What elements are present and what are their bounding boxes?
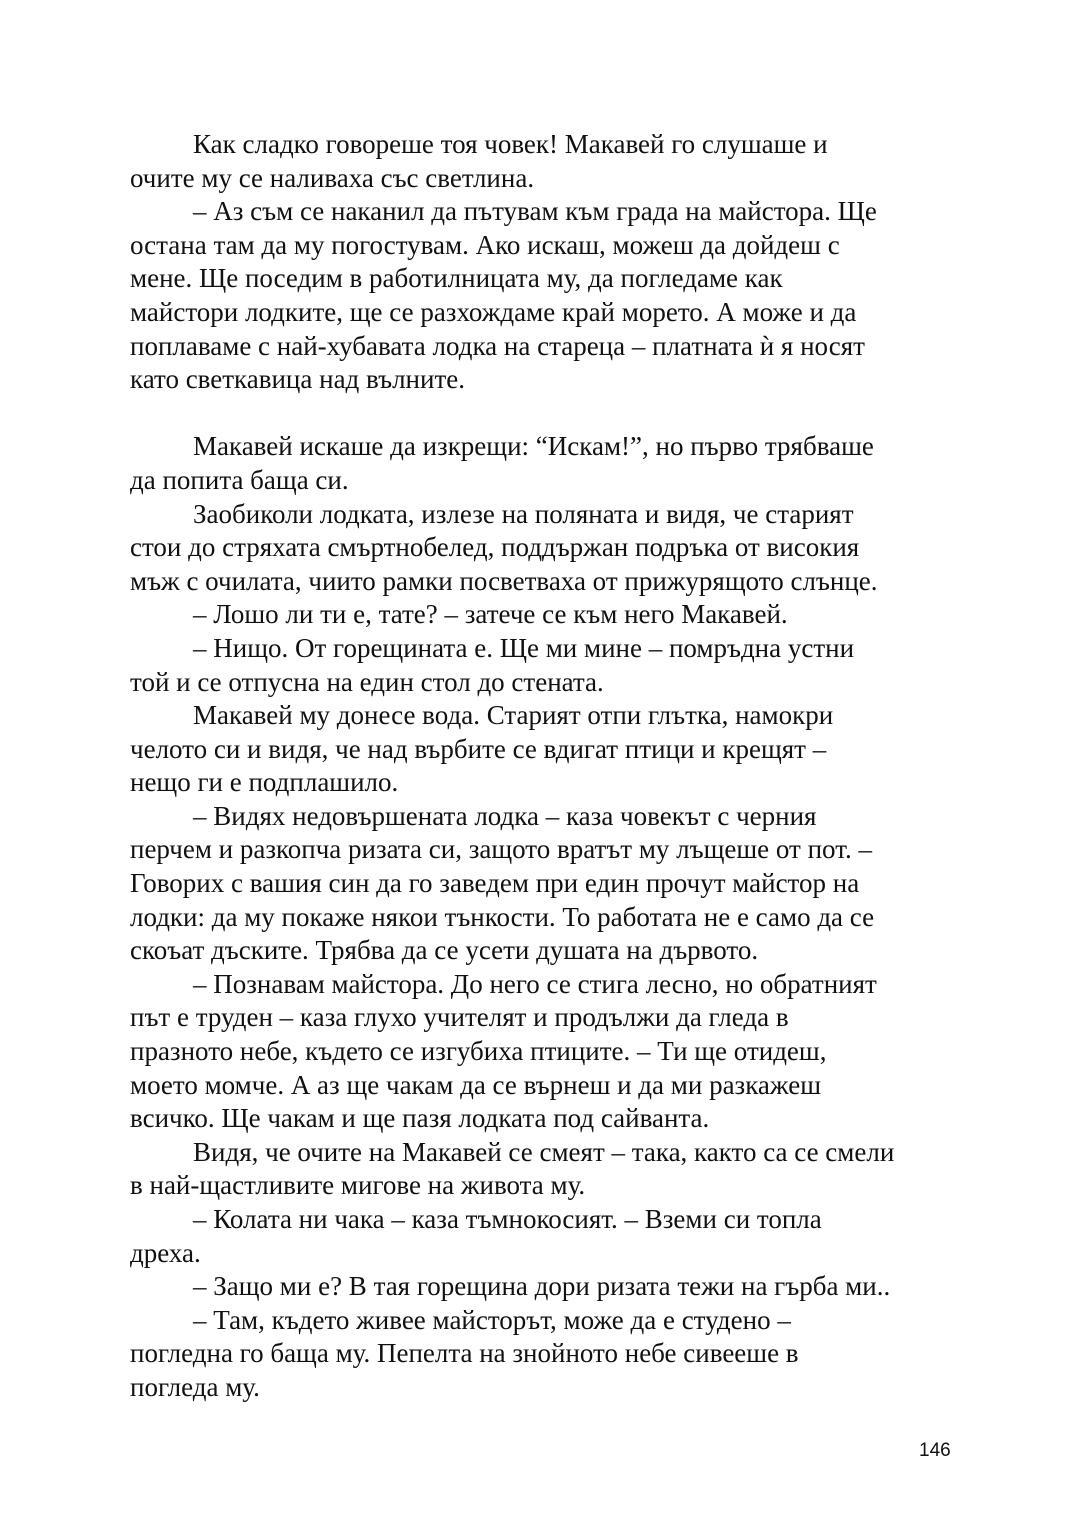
text-line: – Лошо ли ти е, тате? – затече се към него Макавей. [193,599,788,630]
text-line: стои до стряхата смъртнобелед, поддържан подръка от високия [130,532,860,563]
text-line: очите му се наливаха със светлина. [130,162,535,193]
page-number: 146 [919,1440,951,1461]
text-line: – Колата ни чака – каза тъмнокосият. – Вземи си топла [193,1204,822,1234]
text-line: Макавей му донесе вода. Старият отпи глътка, намокри [193,700,834,731]
paragraph-gap [130,397,965,431]
text-line: всичко. Ще чакам и ще пазя лодката под сайванта. [130,1103,710,1134]
text-line: остана там да му погостувам. Ако искаш, можеш да дойдеш с [130,229,840,260]
text-line: път е труден – каза глухо учителят и продължи да гледа в [130,1002,789,1033]
text-line: Как сладко говореше тоя човек! Макавей го слушаше и [193,129,828,159]
text-line: Заобиколи лодката, излезе на поляната и видя, че старият [193,498,854,529]
text-line: челото си и видя, че над върбите се вдигат птици и крещят – [130,733,827,764]
text-line: Говорих с вашия син да го заведем при един прочут майстор на [130,868,860,899]
text-line: – Там, където живее майсторът, може да е студено – [193,1304,791,1335]
text-line: – Защо ми е? В тая горещина дори ризата тежи на гърба ми.. [193,1271,891,1302]
text-line: мъж с очилата, чиито рамки посветваха от прижурящото слънце. [130,565,878,596]
text-line: дреха. [130,1237,201,1268]
text-line: лодки: да му покаже някои тънкости. То работата не е само да се [130,901,875,932]
text-line: в най-щастливите мигове на живота му. [130,1170,586,1201]
text-line: погледна го баща му. Пепелта на знойното небе сивееше в [130,1338,799,1369]
text-line: – Познавам майстора. До него се стига лесно, но обратният [193,968,877,999]
text-line: Видя, че очите на Макавей се смеят – така, както са се смели [193,1136,895,1167]
text-line: нещо ги е подплашило. [130,767,399,798]
text-line: поплаваме с най-хубавата лодка на стареца – платната ѝ я носят [130,330,865,361]
text-line: – Аз съм се наканил да пътувам към града на майстора. Ще [193,196,877,227]
text-line: перчем и разкопча ризата си, защото вратът му лъщеше от пот. – [130,834,872,865]
text-line: майстори лодките, ще се разхождаме край морето. А може и да [130,296,857,327]
text-line: погледа му. [130,1371,260,1402]
text-line: скоъат дъските. Трябва да се усети душата на дървото. [130,935,759,966]
text-line: Макавей искаше да изкрещи: “Искам!”, но първо трябваше [193,431,874,462]
text-line: мене. Ще поседим в работилницата му, да погледаме как [130,263,783,294]
text-line: моето момче. А аз ще чакам да се върнеш и да ми разкажеш [130,1069,821,1100]
text-line: като светкавица над вълните. [130,364,465,395]
text-line: да попита баща си. [130,464,349,495]
text-line: празното небе, където се изгубиха птиците. – Ти ще отидеш, [130,1036,827,1067]
text-line: той и се отпусна на един стол до стената. [130,666,604,697]
text-line: – Нищо. От горещината е. Ще ми мине – помръдна устни [193,632,855,663]
page-body-text [130,128,965,1405]
text-line: – Видях недовършената лодка – каза човекът с черния [193,800,817,831]
